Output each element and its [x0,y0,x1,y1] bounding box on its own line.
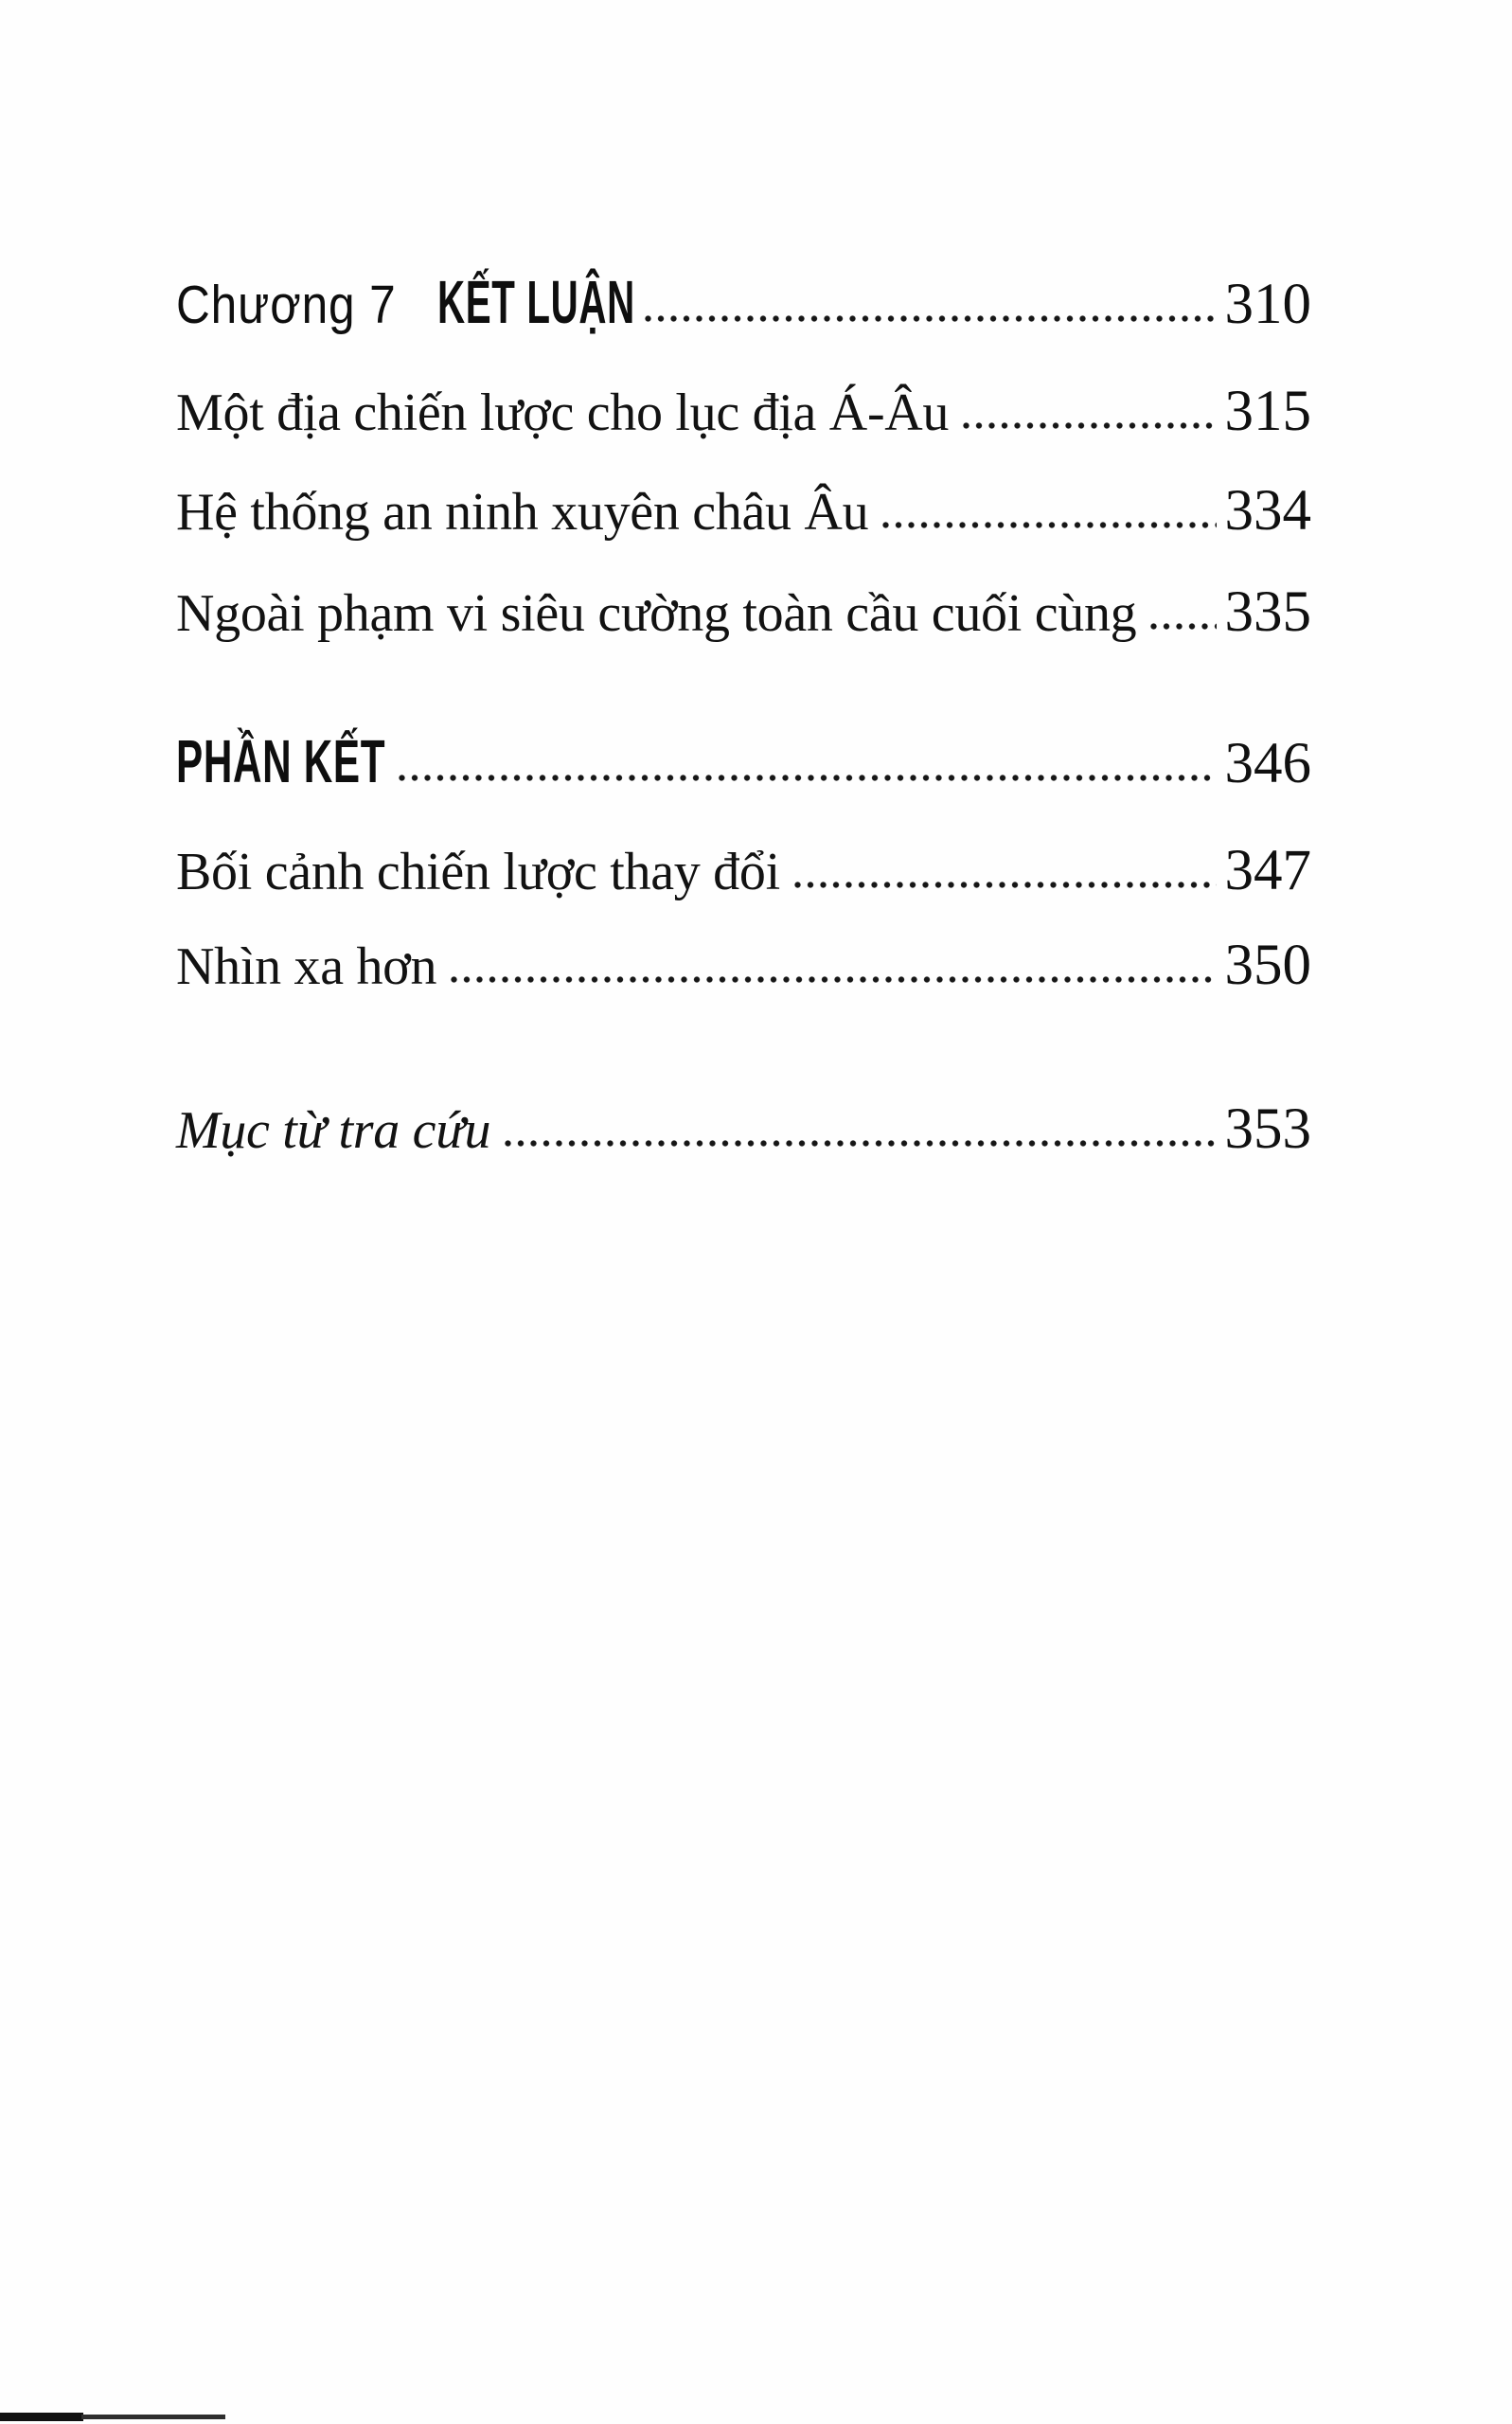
toc-entry [176,479,1311,543]
page-number: 346 [1224,732,1311,795]
page-number: 334 [1224,479,1311,543]
toc-entry [176,934,1311,997]
page-number: 347 [1224,839,1311,902]
dot-leader [396,774,1217,782]
toc-entry [176,839,1311,902]
chapter-title-label [437,268,635,336]
toc-entry-title: Bối cảnh chiến lược thay đổi [176,843,780,901]
scan-artifact-bar [0,2413,83,2421]
dot-leader [448,975,1216,984]
page-number: 353 [1224,1097,1311,1161]
toc-entry-title: Nhìn xa hơn [176,937,437,996]
toc-entry-title: Ngoài phạm vi siêu cường toàn cầu cuối cùng [176,584,1137,643]
dot-leader [642,314,1217,323]
chapter-title-text: KẾT LUẬN [437,268,635,336]
toc-entry-title: Mục từ tra cứu [176,1101,491,1160]
page-number: 310 [1224,273,1311,336]
toc-entry [176,380,1311,443]
section-title-label [176,727,386,795]
dot-leader [1147,622,1216,631]
toc-entry [176,580,1311,644]
dot-leader [960,421,1216,430]
chapter-number-text: Chương 7 [176,275,397,335]
toc-entry-title: Một địa chiến lược cho lục địa Á-Âu [176,383,950,442]
page-number: 315 [1224,380,1311,443]
toc-entry-title: Hệ thống an ninh xuyên châu Âu [176,483,869,542]
dot-leader [880,521,1216,529]
section-title-text: PHẦN KẾT [176,727,386,795]
toc-entry-phan-ket [176,727,1311,795]
toc-entry-chapter-7 [176,268,1311,336]
page-number: 335 [1224,580,1311,644]
chapter-number-label [176,275,397,335]
dot-leader [792,881,1217,889]
scan-artifact-bar [81,2415,225,2419]
dot-leader [502,1139,1216,1148]
table-of-contents [176,268,1311,1161]
toc-entry-index [176,1097,1311,1161]
page-number: 350 [1224,934,1311,997]
